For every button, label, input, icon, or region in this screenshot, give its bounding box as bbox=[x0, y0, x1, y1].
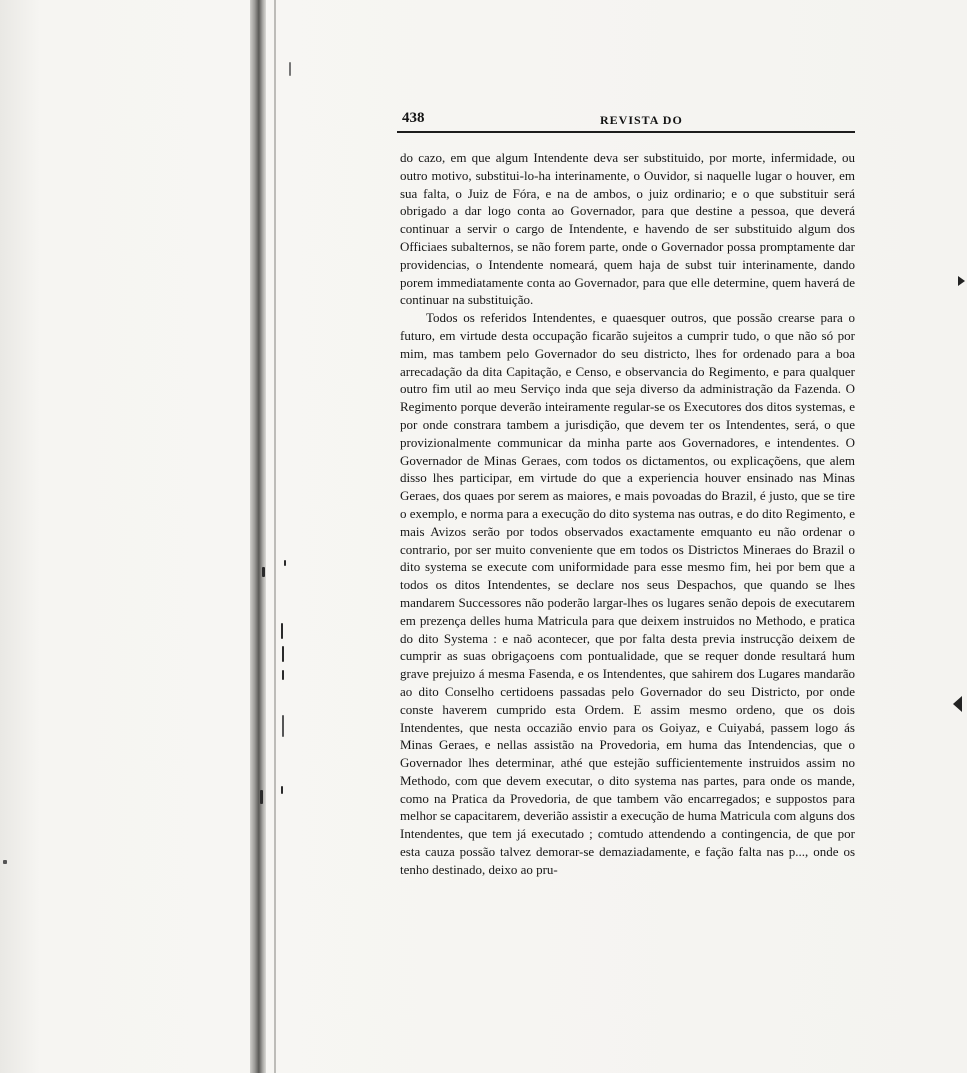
book-spine-shadow bbox=[250, 0, 266, 1073]
paragraph-1: do cazo, em que algum Intendente deva ser substituido, por morte, infermidade, ou outro motivo, substitui-lo-ha interinamente, o Ouvidor, si naquelle lugar o houver, em sua falta, o Juiz de Fóra, e na de ambos, o juiz ordinario; e o que substituir será obrigado a dar logo conta ao Governador, para que destine a pessoa, que deverá continuar a servir o cargo de Intendente, e havendo de ser substituido algum dos Officiaes subalternos, se não forem parte, onde o Governador possa promptamente dar providencias, o Intendente nomeará, quem haja de subst tuir interinamente, dando porem immediatamente conta ao Governador, para que elle determine, quem haverá de continuar na substituição. bbox=[400, 150, 855, 308]
header-rule bbox=[397, 131, 855, 133]
margin-arrow-left-icon bbox=[953, 696, 962, 712]
scan-speck bbox=[282, 670, 284, 680]
scan-speck bbox=[260, 790, 263, 804]
page-number: 438 bbox=[402, 110, 425, 126]
scan-speck bbox=[281, 623, 283, 639]
book-gutter-line bbox=[274, 0, 276, 1073]
running-head: REVISTA DO bbox=[600, 113, 683, 127]
paragraph-2: Todos os referidos Intendentes, e quaesquer outros, que possão crearse para o futuro, em virtude desta occupação ficarão sujeitos a cumprir tudo, o que não só por mim, mas tambem pelo Governador do seu districto, lhes for ordenado para a boa arrecadação da dita Capitação, e Censo, e observancia do Regimento, e para qualquer outro fim util ao meu Serviço inda que seja diverso da administração da Fazenda. O Regimento porque deverão inteiramente regular-se os Executores dos ditos systemas, e por onde constrara tambem a jurisdição, que devem ter os Intendentes, será, o que provizionalmente communicar da minha parte aos Governadores, e intendentes. O Governador de Minas Geraes, com todos os dictamentos, ou explicaçõens, que alem disso lhes participar, em virtude do que a experiencia houver ensinado nas Minas Geraes, dos quaes por serem as maiores, e mais povoadas do Brazil, é justo, que se tire o exemplo, e norma para a execução do dito systema nas outras, e do dito Regimento, e mais Avizos serão por todos observados exactamente emquanto eu não ordenar o contrario, por ser muito conveniente que em todos os Districtos Mineraes do Brazil o dito systema se execute com uniformidade para esse mesmo fim, hei por bem que a todos os ditos Intendentes, se declare nos seus Despachos, que quando se lhes mandarem Successores não poderão largar-lhes os lugares senão depois de executarem em prezença delles huma Matricula para que deixem instruidos no Methodo, e pratica do dito Systema : e naõ acontecer, que por falta desta previa instrucção deixem de cumprir as suas obrigaçoens com pontualidade, que se requer donde resultará hum grave prejuizo á mesma Fasenda, e os Intendentes, que sahirem dos Lugares mandarão ao dito Conselho certidoens passadas pelo Governador do seu Districto, por onde conste haverem cumprido esta Ordem. E assim mesmo ordeno, que os dois Intendentes, que nesta occazião envio para os Goiyaz, e Cuiyabá, passem logo ás Minas Geraes, e nellas assistão na Provedoria, em huma das Intendencias, que o Governador lhes determinar, athé que estejão sufficientemente instruidos assim no Methodo, com que devem executar, o dito systema nas partes, para onde os mande, como na Pratica da Provedoria, de que tambem vão encarregados; e suppostos para melhor se capacitarem, deverião assistir a execução de huma Matricula com alguns dos Intendentes, que tem já executado ; comtudo attendendo a contingencia, de que por esta cauza possão talvez demorar-se demaziadamente, e fação falta nas p..., onde os tenho destinado, deixo ao pru- bbox=[400, 310, 855, 877]
scan-speck bbox=[3, 860, 7, 864]
body-text bbox=[400, 149, 855, 879]
scan-speck bbox=[289, 62, 291, 76]
scan-speck bbox=[281, 786, 283, 794]
page-header bbox=[397, 110, 855, 132]
margin-arrow-right-icon bbox=[958, 276, 965, 286]
scan-speck bbox=[262, 567, 265, 577]
scan-speck bbox=[284, 560, 286, 566]
scan-speck bbox=[282, 715, 284, 737]
scan-speck bbox=[282, 646, 284, 662]
